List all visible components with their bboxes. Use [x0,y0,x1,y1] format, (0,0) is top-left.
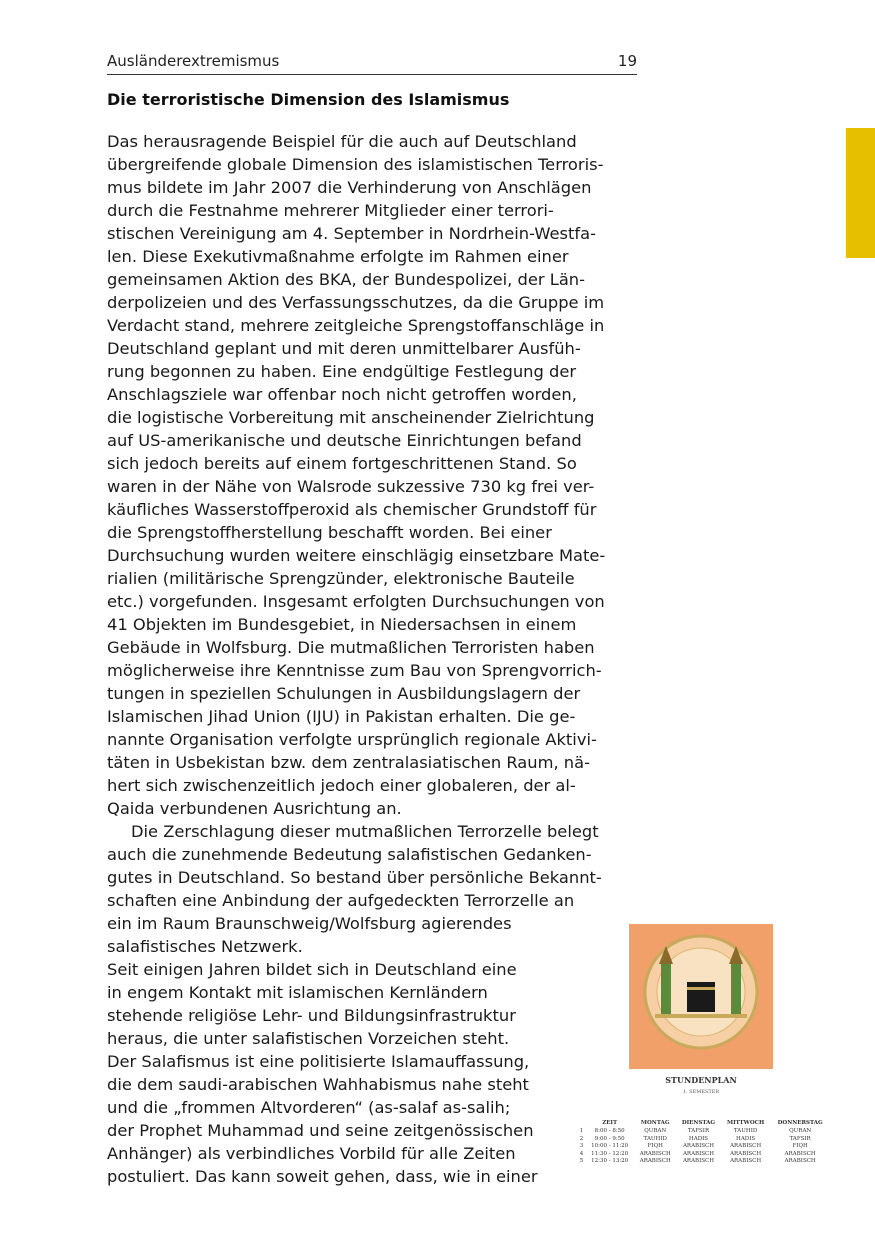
text-line: schaften eine Anbindung der aufgedeckten Terrorzelle an [107,891,575,910]
timetable-cell: 5 [579,1158,584,1164]
text-line: stischen Vereinigung am 4. September in Nordrhein-Westfa- [107,224,596,243]
text-line: Durchsuchung wurden weitere einschlägig einsetzbare Mate- [107,546,606,565]
timetable-row [578,1158,830,1166]
timetable-cell: 3 [579,1143,584,1149]
text-line: auch die zunehmende Bedeutung salafistischen Gedanken- [107,845,592,864]
text-line: len. Diese Exekutivmaßnahme erfolgte im Rahmen einer [107,247,569,266]
mosque-emblem-icon [629,924,773,1069]
timetable-cell: ARABISCH [682,1143,715,1149]
text-line: hert sich zwischenzeitlich jedoch einer globaleren, der al- [107,776,576,795]
body-text [107,130,647,1188]
text-line: derpolizeien und des Verfassungsschutzes, da die Gruppe im [107,293,605,312]
text-line: 41 Objekten im Bundesgebiet, in Niedersachsen in einem [107,615,577,634]
timetable-cell: ARABISCH [730,1143,762,1149]
text-line: salafistisches Netzwerk. [107,937,303,956]
text-line: übergreifende globale Dimension des islamistischen Terroris- [107,155,604,174]
timetable-cell: ARABISCH [682,1158,715,1164]
timetable-cell: FIQH [792,1143,808,1149]
running-header [107,52,637,75]
timetable-cell: QURAN [789,1128,812,1134]
text-line: die Sprengstoffherstellung beschafft worden. Bei einer [107,523,552,542]
timetable-cell: 11:30 - 12:20 [591,1150,629,1157]
section-heading: Die terroristische Dimension des Islamismus [107,90,510,109]
timetable-header-cell: DONNERSTAG [777,1120,823,1126]
text-line: die dem saudi-arabischen Wahhabismus nahe steht [107,1075,529,1094]
text-line: möglicherweise ihre Kenntnisse zum Bau von Sprengvorrich- [107,661,602,680]
timetable [578,1120,830,1166]
text-line: mus bildete im Jahr 2007 die Verhinderung von Anschlägen [107,178,592,197]
text-line: tungen in speziellen Schulungen in Ausbildungslagern der [107,684,581,703]
text-line: auf US-amerikanische und deutsche Einrichtungen befand [107,431,582,450]
text-line: täten in Usbekistan bzw. dem zentralasiatischen Raum, nä- [107,753,590,772]
timetable-title: STUNDENPLAN [665,1075,737,1085]
text-line: in engem Kontakt mit islamischen Kernländern [107,983,488,1002]
text-line: Das herausragende Beispiel für die auch auf Deutschland [107,132,577,151]
timetable-cell: ARABISCH [639,1150,671,1157]
text-line: Der Salafismus ist eine politisierte Islamauffassung, [107,1052,530,1071]
timetable-figure [572,918,830,1183]
text-line: waren in der Nähe von Walsrode sukzessive 730 kg frei ver- [107,477,595,496]
text-line: Die Zerschlagung dieser mutmaßlichen Terrorzelle belegt [131,822,599,841]
timetable-row [578,1128,830,1136]
timetable-cell: TAUHID [643,1135,667,1142]
timetable-row [578,1151,830,1159]
text-line: Verdacht stand, mehrere zeitgleiche Sprengstoffanschläge in [107,316,605,335]
text-line: nannte Organisation verfolgte ursprünglich regionale Aktivi- [107,730,597,749]
timetable-row [578,1143,830,1151]
text-line: der Prophet Muhammad und seine zeitgenössischen [107,1121,534,1140]
text-line: käufliches Wasserstoffperoxid als chemischer Grundstoff für [107,500,597,519]
timetable-cell: 1 [579,1128,584,1134]
text-line: Seit einigen Jahren bildet sich in Deutschland eine [107,960,517,979]
text-line: Qaida verbundenen Ausrichtung an. [107,799,402,818]
timetable-header-row [578,1120,830,1128]
timetable-cell: 9:00 - 9:50 [594,1135,625,1142]
timetable-cell: 10:00 - 11:20 [591,1143,629,1149]
text-line: ein im Raum Braunschweig/Wolfsburg agierendes [107,914,512,933]
timetable-cell: ARABISCH [639,1158,671,1164]
timetable-cell: FIQH [647,1143,663,1149]
text-line: rialien (militärische Sprengzünder, elektronische Bauteile [107,569,575,588]
text-line: Islamischen Jihad Union (IJU) in Pakistan erhalten. Die ge- [107,707,576,726]
timetable-cell: 8:00 - 8:50 [594,1128,625,1134]
text-line: sich jedoch bereits auf einem fortgeschrittenen Stand. So [107,454,577,473]
timetable-header-cell: ZEIT [602,1120,618,1126]
timetable-cell: QURAN [644,1128,667,1134]
timetable-cell: ARABISCH [730,1150,762,1157]
timetable-cell: ARABISCH [682,1150,715,1157]
text-line: Anhänger) als verbindliches Vorbild für alle Zeiten [107,1144,516,1163]
timetable-cell: 2 [579,1135,584,1142]
text-line: durch die Festnahme mehrerer Mitglieder einer terrori- [107,201,554,220]
text-line: Deutschland geplant und mit deren unmittelbarer Ausfüh- [107,339,581,358]
chapter-tab-marker [846,128,875,258]
timetable-cell: TAFSIR [687,1128,710,1134]
timetable-header-cell: MONTAG [640,1120,670,1126]
page-number: 19 [617,52,637,70]
text-line: stehende religiöse Lehr- und Bildungsinfrastruktur [107,1006,516,1025]
timetable-header-cell: DIENSTAG [681,1120,716,1126]
text-line: gemeinsamen Aktion des BKA, der Bundespolizei, der Län- [107,270,585,289]
text-line: die logistische Vorbereitung mit anscheinender Zielrichtung [107,408,595,427]
poster-image [629,924,773,1069]
text-line: und die „frommen Altvorderen“ (as-salaf as-salih; [107,1098,511,1117]
timetable-cell: 4 [579,1150,584,1157]
timetable-cell: 12:30 - 13:20 [591,1158,629,1164]
timetable-cell: TAUHID [733,1128,758,1134]
timetable-cell: HADIS [736,1135,756,1142]
timetable-cell: ARABISCH [730,1158,762,1164]
text-line: heraus, die unter salafistischen Vorzeichen steht. [107,1029,510,1048]
running-title: Ausländerextremismus [107,52,280,70]
timetable-cell: ARABISCH [784,1150,816,1157]
timetable-cell: ARABISCH [784,1158,816,1164]
timetable-header-cell [578,1120,585,1128]
text-line: postuliert. Das kann soweit gehen, dass, wie in einer [107,1167,538,1186]
timetable-subtitle: 1. SEMESTER [682,1089,720,1095]
timetable-cell: TAFSIR [789,1135,811,1142]
timetable-cell: HADIS [688,1135,709,1142]
text-line: Gebäude in Wolfsburg. Die mutmaßlichen Terroristen haben [107,638,595,657]
text-line: Anschlagsziele war offenbar noch nicht getroffen worden, [107,385,577,404]
text-line: etc.) vorgefunden. Insgesamt erfolgten Durchsuchungen von [107,592,605,611]
timetable-header-cell: MITTWOCH [727,1120,765,1126]
text-line: rung begonnen zu haben. Eine endgültige Festlegung der [107,362,577,381]
timetable-row [578,1136,830,1144]
text-line: gutes in Deutschland. So bestand über persönliche Bekannt- [107,868,602,887]
